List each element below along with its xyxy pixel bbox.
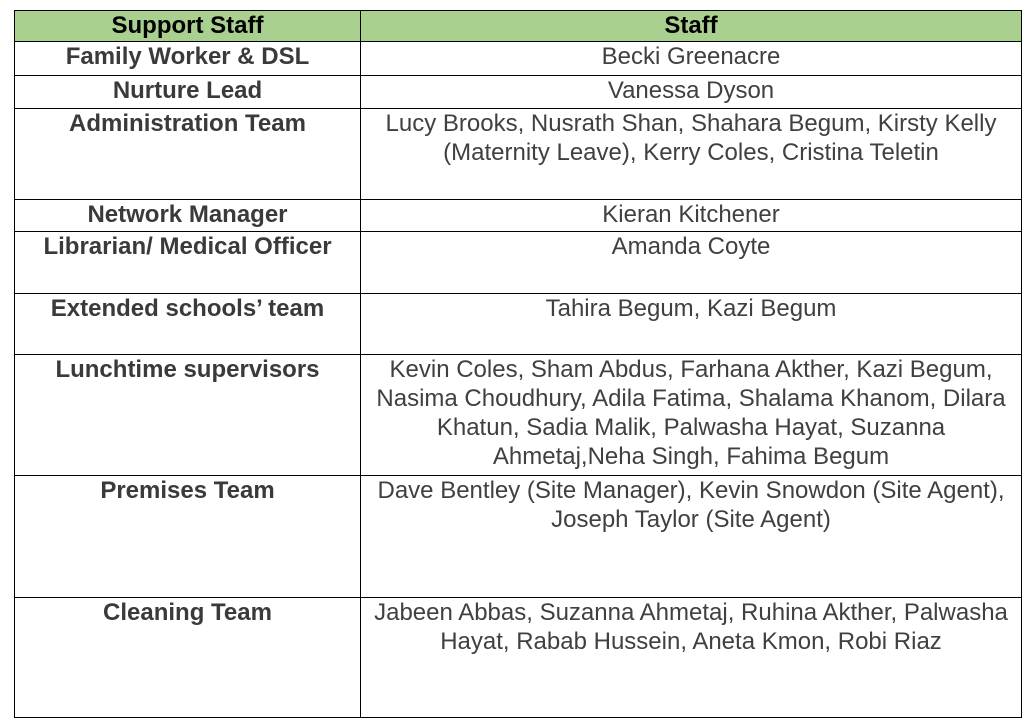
staff-cell: Lucy Brooks, Nusrath Shan, Shahara Begum, Kirsty Kelly (Maternity Leave), Kerry Coles, Cristina Teletin <box>361 109 1022 200</box>
staff-cell: Kieran Kitchener <box>361 200 1022 232</box>
staff-cell: Tahira Begum, Kazi Begum <box>361 294 1022 355</box>
staff-cell: Jabeen Abbas, Suzanna Ahmetaj, Ruhina Akther, Palwasha Hayat, Rabab Hussein, Aneta Kmon, Robi Riaz <box>361 598 1022 718</box>
header-staff: Staff <box>361 11 1022 42</box>
header-support-staff: Support Staff <box>15 11 361 42</box>
role-cell: Extended schools’ team <box>15 294 361 355</box>
staff-cell: Dave Bentley (Site Manager), Kevin Snowdon (Site Agent), Joseph Taylor (Site Agent) <box>361 476 1022 598</box>
table-row <box>15 232 1022 294</box>
staff-cell: Amanda Coyte <box>361 232 1022 294</box>
staff-cell: Kevin Coles, Sham Abdus, Farhana Akther, Kazi Begum, Nasima Choudhury, Adila Fatima, Shalama Khanom, Dilara Khatun, Sadia Malik, Palwasha Hayat, Suzanna Ahmetaj,Neha Singh, Fahima Begum <box>361 355 1022 476</box>
role-cell: Administration Team <box>15 109 361 200</box>
role-cell: Family Worker & DSL <box>15 42 361 76</box>
table-row <box>15 294 1022 355</box>
table-row <box>15 598 1022 718</box>
table-row <box>15 355 1022 476</box>
table-row <box>15 476 1022 598</box>
table-row <box>15 76 1022 109</box>
role-cell: Lunchtime supervisors <box>15 355 361 476</box>
role-cell: Network Manager <box>15 200 361 232</box>
table-row <box>15 109 1022 200</box>
table-row <box>15 42 1022 76</box>
table-header-row <box>15 11 1022 42</box>
role-cell: Nurture Lead <box>15 76 361 109</box>
role-cell: Librarian/ Medical Officer <box>15 232 361 294</box>
staff-cell: Becki Greenacre <box>361 42 1022 76</box>
table-row <box>15 200 1022 232</box>
staff-cell: Vanessa Dyson <box>361 76 1022 109</box>
role-cell: Premises Team <box>15 476 361 598</box>
support-staff-table <box>14 10 1022 718</box>
role-cell: Cleaning Team <box>15 598 361 718</box>
